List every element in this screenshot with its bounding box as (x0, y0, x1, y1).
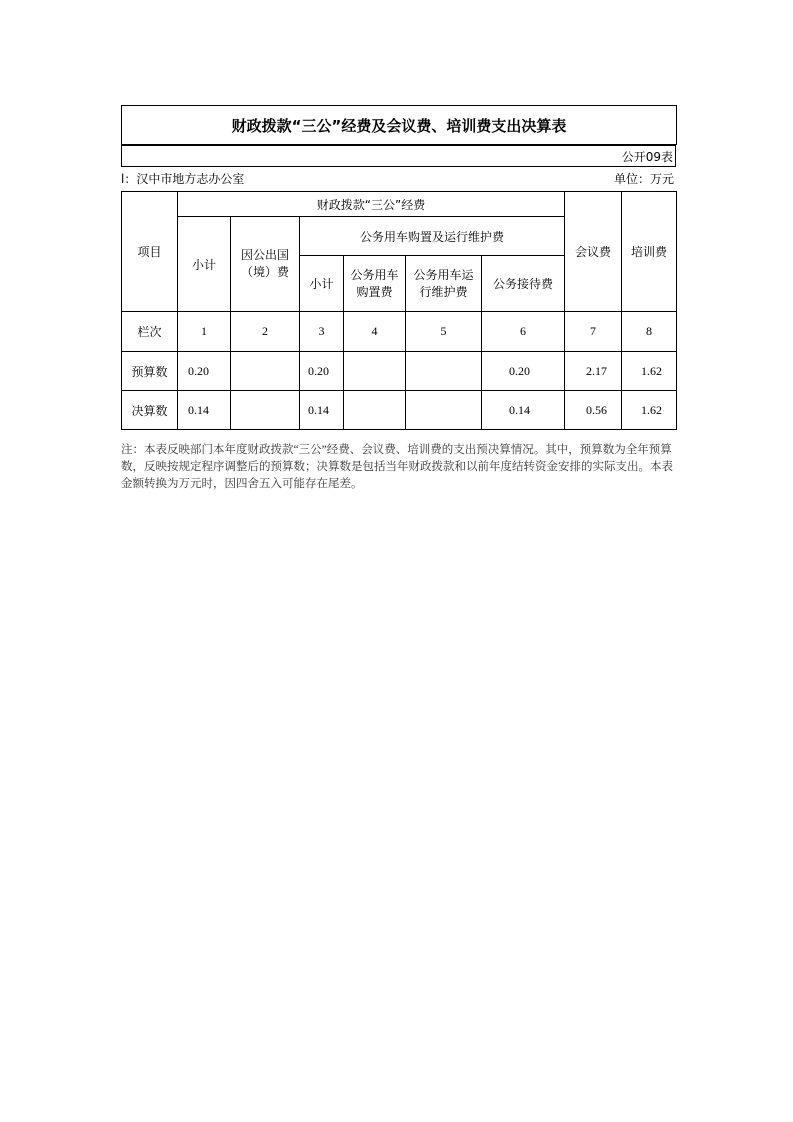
cell: 0.14 (300, 391, 344, 430)
table-row (122, 312, 677, 352)
department-label: l：汉中市地方志办公室 (121, 172, 245, 186)
form-number: 公开09表 (121, 145, 676, 167)
row-label: 栏次 (122, 312, 178, 352)
cell: 8 (622, 312, 677, 352)
cell (344, 352, 406, 391)
row-label: 预算数 (122, 352, 178, 391)
header-vehicle-operation: 公务用车运行维护费 (406, 256, 482, 312)
header-meeting: 会议费 (565, 192, 622, 312)
header-item: 项目 (122, 192, 178, 312)
cell (344, 391, 406, 430)
table-row (122, 391, 677, 430)
cell (406, 352, 482, 391)
cell (231, 391, 300, 430)
expenditure-table (121, 191, 677, 430)
cell: 2 (231, 312, 300, 352)
cell: 0.20 (178, 352, 231, 391)
table-title: 财政拨款“三公”经费及会议费、培训费支出决算表 (121, 105, 677, 145)
cell: 4 (344, 312, 406, 352)
cell: 1 (178, 312, 231, 352)
cell: 0.20 (482, 352, 565, 391)
row-label: 决算数 (122, 391, 178, 430)
cell: 1.62 (622, 352, 677, 391)
cell: 0.14 (178, 391, 231, 430)
table-row (122, 352, 677, 391)
cell: 2.17 (565, 352, 622, 391)
header-vehicle-subtotal: 小计 (300, 256, 344, 312)
cell: 0.56 (565, 391, 622, 430)
cell: 0.20 (300, 352, 344, 391)
cell: 7 (565, 312, 622, 352)
unit-row (121, 168, 676, 190)
header-vehicle-group: 公务用车购置及运行维护费 (300, 217, 565, 256)
cell: 1.62 (622, 391, 677, 430)
header-reception: 公务接待费 (482, 256, 565, 312)
cell: 0.14 (482, 391, 565, 430)
cell: 5 (406, 312, 482, 352)
cell (406, 391, 482, 430)
header-subtotal: 小计 (178, 217, 231, 312)
header-abroad: 因公出国（境）费 (231, 217, 300, 312)
cell (231, 352, 300, 391)
cell: 6 (482, 312, 565, 352)
header-vehicle-purchase: 公务用车购置费 (344, 256, 406, 312)
footnote: 注：本表反映部门本年度财政拨款“三公”经费、会议费、培训费的支出预决算情况。其中，预算数为全年预算数，反映按规定程序调整后的预算数；决算数是包括当年财政拨款和以前年度结转资金安排的实际支出。本表金额转换为万元时，因四舍五入可能存在尾差。 (121, 444, 673, 490)
cell: 3 (300, 312, 344, 352)
header-training: 培训费 (622, 192, 677, 312)
unit-label: 单位：万元 (613, 172, 674, 186)
header-sangong-group: 财政拨款“三公”经费 (178, 192, 565, 217)
